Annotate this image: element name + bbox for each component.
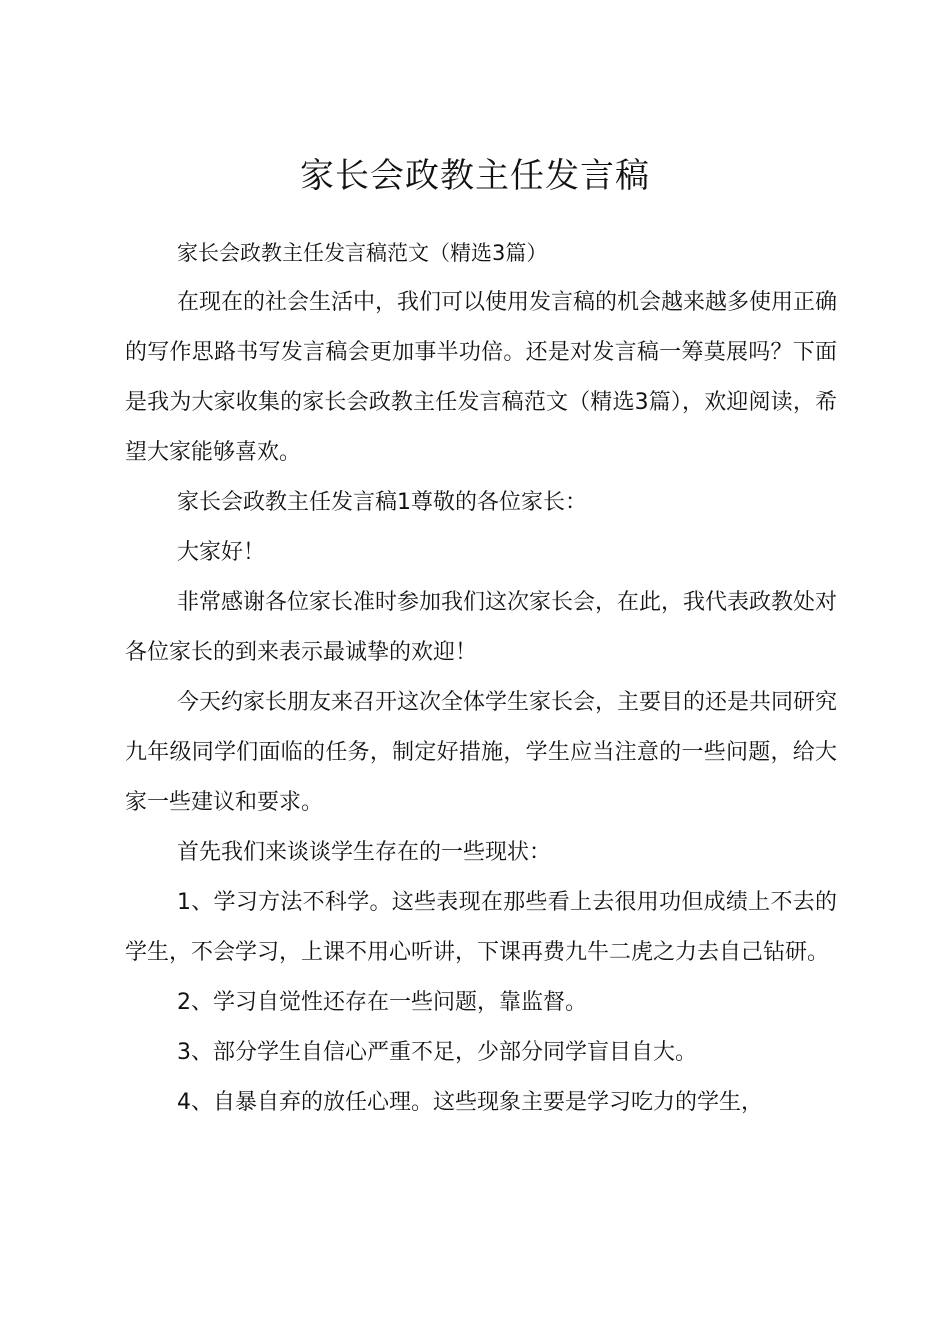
purpose-paragraph: 今天约家长朋友来召开这次全体学生家长会，主要目的还是共同研究九年级同学们面临的任务，制定好措施，学生应当注意的一些问题，给大家一些建议和要求。 xyxy=(125,690,838,815)
list-item-2: 2、学习自觉性还存在一些问题，靠监督。 xyxy=(177,990,587,1015)
list-item-3: 3、部分学生自信心严重不足，少部分同学盲目自大。 xyxy=(177,1040,697,1065)
list-item-4: 4、自暴自弃的放任心理。这些现象主要是学习吃力的学生， xyxy=(177,1090,763,1115)
list-item-1: 1、学习方法不科学。这些表现在那些看上去很用功但成绩上不去的学生，不会学习，上课不用心听讲，下课再费九牛二虎之力去自己钻研。 xyxy=(125,890,837,965)
thanks-paragraph: 非常感谢各位家长准时参加我们这次家长会，在此，我代表政教处对各位家长的到来表示最诚挚的欢迎！ xyxy=(125,590,838,665)
document-title: 家长会政教主任发言稿 xyxy=(300,156,650,196)
greeting-paragraph: 大家好！ xyxy=(177,540,266,565)
intro-paragraph: 在现在的社会生活中，我们可以使用发言稿的机会越来越多使用正确的写作思路书写发言稿会更加事半功倍。还是对发言稿一筹莫展吗？下面是我为大家收集的家长会政教主任发言稿范文（精选3篇），欢迎阅读，希望大家能够喜欢。 xyxy=(125,290,838,465)
status-intro-paragraph: 首先我们来谈谈学生存在的一些现状： xyxy=(177,840,552,865)
document-body xyxy=(125,228,837,1128)
speech-heading-paragraph: 家长会政教主任发言稿1尊敬的各位家长： xyxy=(177,490,587,515)
document-subtitle: 家长会政教主任发言稿范文（精选3篇） xyxy=(177,241,548,265)
